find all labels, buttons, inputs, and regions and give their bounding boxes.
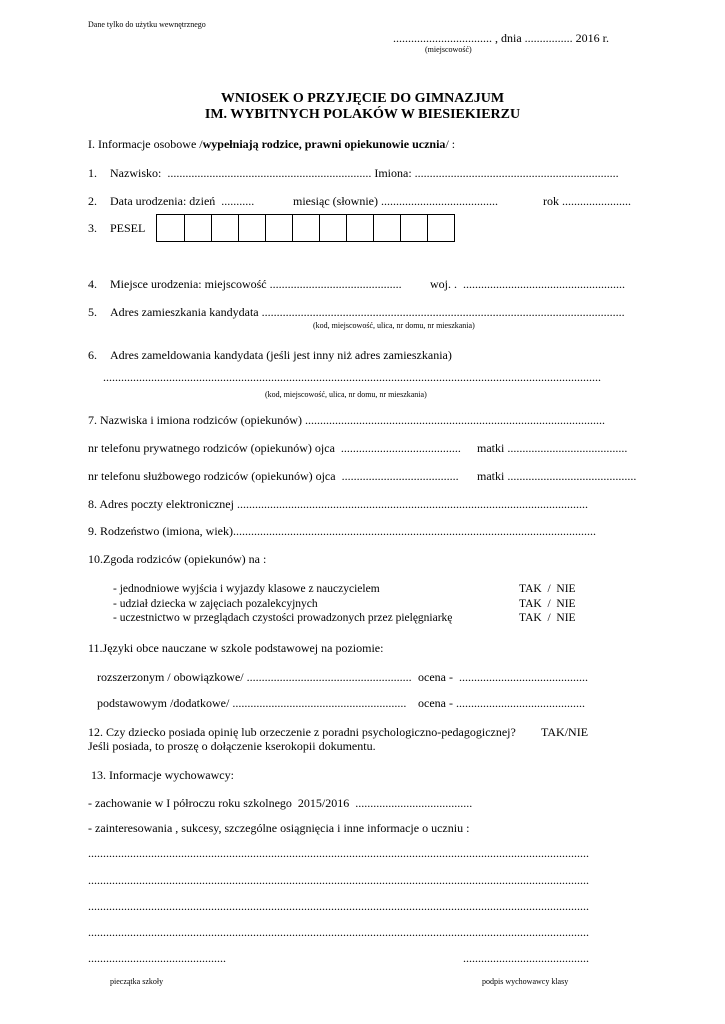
residence-address-field[interactable]: Adres zamieszkania kandydata ......................................................................................................................... xyxy=(110,305,625,319)
birth-year-field[interactable]: rok ....................... xyxy=(543,194,631,208)
section-personal-info-heading: I. Informacje osobowe /wypełniają rodzice, prawni opiekunowie ucznia/ : xyxy=(88,137,456,151)
school-stamp-caption: pieczątka szkoły xyxy=(110,977,164,986)
consent-item-answer[interactable]: TAK / NIE xyxy=(519,612,576,624)
pesel-cell[interactable] xyxy=(157,214,185,242)
work-phone-father-field[interactable]: nr telefonu służbowego rodziców (opiekunów) ojca ....................................... xyxy=(88,469,459,483)
pesel-cell[interactable] xyxy=(347,214,374,242)
place-date-line[interactable]: ................................. , dnia ................ 2016 r. xyxy=(393,31,609,45)
interests-line[interactable]: ....................................................................................................................................................................... xyxy=(88,899,589,913)
email-field[interactable]: 8. Adres poczty elektronicznej ..................................................................................................................... xyxy=(88,497,588,511)
registered-address-field[interactable]: ...................................................................................................................................................................... xyxy=(103,370,601,384)
behavior-field[interactable]: - zachowanie w I półroczu roku szkolnego 2015/2016 ....................................... xyxy=(88,796,473,810)
teacher-signature-line[interactable]: .......................................... xyxy=(463,951,589,965)
teacher-signature-caption: podpis wychowawcy klasy xyxy=(482,977,569,986)
pesel-cell[interactable] xyxy=(185,214,212,242)
parents-names-field[interactable]: 7. Nazwiska i imiona rodziców (opiekunów) .................................................................................................... xyxy=(88,413,605,427)
consent-item-label: - udział dziecka w zajęciach pozalekcyjnych xyxy=(113,598,318,610)
pesel-cell[interactable] xyxy=(401,214,428,242)
consent-heading: 10.Zgoda rodziców (opiekunów) na : xyxy=(88,552,267,566)
consent-item-label: - uczestnictwo w przeglądach czystości prowadzonych przez pielęgniarkę xyxy=(113,612,453,624)
place-caption: (miejscowość) xyxy=(425,45,472,54)
surname-names-field[interactable]: Nazwisko: .................................................................... Imiona: .................................................................... xyxy=(110,166,619,180)
field-5-number: 5. xyxy=(88,305,97,319)
opinion-answer[interactable]: TAK/NIE xyxy=(541,725,589,739)
languages-heading: 11.Języki obce nauczane w szkole podstawowej na poziomie: xyxy=(88,641,384,655)
field-6-number: 6. xyxy=(88,348,97,362)
pesel-cell[interactable] xyxy=(428,214,455,242)
pesel-cell[interactable] xyxy=(212,214,239,242)
private-phone-father-field[interactable]: nr telefonu prywatnego rodziców (opiekunów) ojca ........................................ xyxy=(88,441,461,455)
interests-line[interactable]: ....................................................................................................................................................................... xyxy=(88,846,589,860)
opinion-note: Jeśli posiada, to proszę o dołączenie kserokopii dokumentu. xyxy=(88,739,376,753)
birth-day-field[interactable]: Data urodzenia: dzień ........... xyxy=(110,194,255,208)
interests-line[interactable]: ....................................................................................................................................................................... xyxy=(88,925,589,939)
work-phone-mother-field[interactable]: matki ........................................... xyxy=(477,469,637,483)
pesel-grid[interactable] xyxy=(156,214,455,242)
field-3-number: 3. xyxy=(88,221,97,235)
pesel-cell[interactable] xyxy=(266,214,293,242)
voivodeship-field[interactable]: woj. . ...................................................... xyxy=(430,277,625,291)
consent-item-answer[interactable]: TAK / NIE xyxy=(519,583,576,595)
teacher-info-heading: 13. Informacje wychowawcy: xyxy=(91,768,234,782)
consent-item-answer[interactable]: TAK / NIE xyxy=(519,598,576,610)
field-2-number: 2. xyxy=(88,194,97,208)
extended-language-grade-field[interactable]: ocena - ........................................... xyxy=(418,670,588,684)
pesel-label: PESEL xyxy=(110,221,146,235)
pesel-cell[interactable] xyxy=(293,214,320,242)
private-phone-mother-field[interactable]: matki ........................................ xyxy=(477,441,628,455)
registered-address-label: Adres zameldowania kandydata (jeśli jest inny niż adres zamieszkania) xyxy=(110,348,452,362)
form-title-line1: WNIOSEK O PRZYJĘCIE DO GIMNAZJUM xyxy=(220,91,505,106)
basic-language-grade-field[interactable]: ocena - ........................................... xyxy=(418,696,585,710)
birth-month-field[interactable]: miesiąc (słownie) ....................................... xyxy=(293,194,498,208)
form-title-line2: IM. WYBITNYCH POLAKÓW W BIESIEKIERZU xyxy=(204,107,521,122)
consent-item-label: - jednodniowe wyjścia i wyjazdy klasowe z nauczycielem xyxy=(113,583,380,595)
basic-language-field[interactable]: podstawowym /dodatkowe/ .......................................................... xyxy=(97,696,407,710)
extended-language-field[interactable]: rozszerzonym / obowiązkowe/ ....................................................... xyxy=(97,670,412,684)
interests-line[interactable]: ....................................................................................................................................................................... xyxy=(88,873,589,887)
siblings-field[interactable]: 9. Rodzeństwo (imiona, wiek)......................................................................................................................... xyxy=(88,524,596,538)
pesel-cell[interactable] xyxy=(239,214,266,242)
registered-address-caption: (kod, miejscowość, ulica, nr domu, nr mieszkania) xyxy=(265,390,427,399)
field-4-number: 4. xyxy=(88,277,97,291)
birthplace-field[interactable]: Miejsce urodzenia: miejscowość ............................................ xyxy=(110,277,402,291)
interests-label: - zainteresowania , sukcesy, szczególne osiągnięcia i inne informacje o uczniu : xyxy=(88,821,470,835)
residence-address-caption: (kod, miejscowość, ulica, nr domu, nr mieszkania) xyxy=(313,321,475,330)
internal-use-note: Dane tylko do użytku wewnętrznego xyxy=(88,20,206,29)
school-stamp-line[interactable]: .............................................. xyxy=(88,951,226,965)
pesel-cell[interactable] xyxy=(374,214,401,242)
field-1-number: 1. xyxy=(88,166,97,180)
pesel-cell[interactable] xyxy=(320,214,347,242)
opinion-question: 12. Czy dziecko posiada opinię lub orzeczenie z poradni psychologiczno-pedagogicznej? xyxy=(88,725,516,739)
